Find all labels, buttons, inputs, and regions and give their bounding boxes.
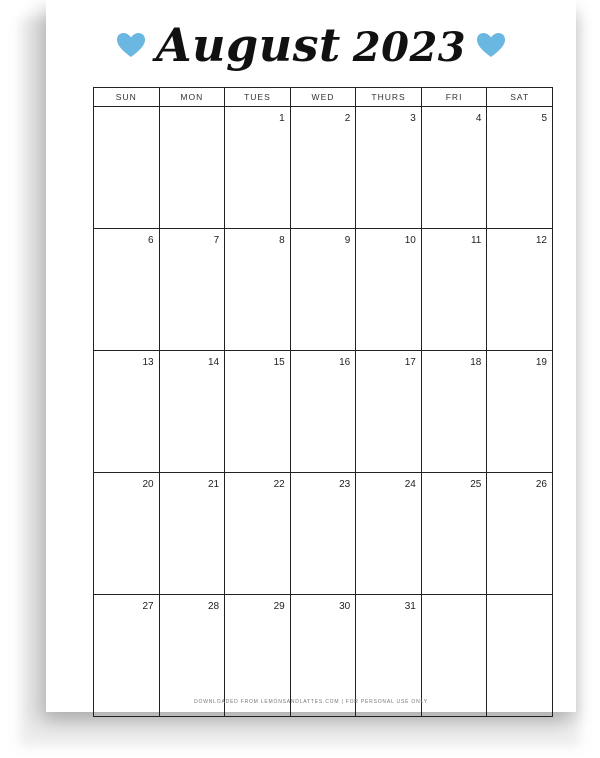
day-cell bbox=[94, 107, 160, 229]
day-cell: 25 bbox=[421, 473, 487, 595]
weekday-header: THURS bbox=[356, 88, 422, 107]
day-cell: 5 bbox=[487, 107, 553, 229]
day-cell: 6 bbox=[94, 229, 160, 351]
day-cell bbox=[159, 107, 225, 229]
day-cell: 10 bbox=[356, 229, 422, 351]
week-row bbox=[94, 351, 553, 473]
day-cell: 13 bbox=[94, 351, 160, 473]
day-cell: 31 bbox=[356, 595, 422, 717]
day-cell: 20 bbox=[94, 473, 160, 595]
heart-icon bbox=[476, 32, 506, 58]
day-cell: 29 bbox=[225, 595, 291, 717]
weekday-header: MON bbox=[159, 88, 225, 107]
week-row bbox=[94, 473, 553, 595]
month-title: August bbox=[155, 18, 341, 72]
day-cell: 14 bbox=[159, 351, 225, 473]
day-cell: 12 bbox=[487, 229, 553, 351]
week-row bbox=[94, 107, 553, 229]
day-cell: 4 bbox=[421, 107, 487, 229]
day-cell: 1 bbox=[225, 107, 291, 229]
weekday-header: SAT bbox=[487, 88, 553, 107]
day-cell: 8 bbox=[225, 229, 291, 351]
day-cell: 16 bbox=[290, 351, 356, 473]
calendar-page bbox=[46, 0, 576, 712]
footer-text: DOWNLOADED FROM LEMONSANDLATTES.COM | FOR PERSONAL USE ONLY bbox=[194, 699, 428, 705]
week-row bbox=[94, 229, 553, 351]
day-cell: 30 bbox=[290, 595, 356, 717]
day-cell: 3 bbox=[356, 107, 422, 229]
day-cell: 27 bbox=[94, 595, 160, 717]
day-cell: 15 bbox=[225, 351, 291, 473]
weekday-header: TUES bbox=[225, 88, 291, 107]
page-title bbox=[156, 18, 466, 72]
day-cell: 2 bbox=[290, 107, 356, 229]
weekday-header: WED bbox=[290, 88, 356, 107]
title-row bbox=[46, 10, 576, 80]
day-cell: 28 bbox=[159, 595, 225, 717]
day-cell: 21 bbox=[159, 473, 225, 595]
day-cell: 7 bbox=[159, 229, 225, 351]
calendar-grid bbox=[93, 87, 553, 717]
weekday-header-row bbox=[94, 88, 553, 107]
day-cell: 11 bbox=[421, 229, 487, 351]
weekday-header: FRI bbox=[421, 88, 487, 107]
day-cell: 17 bbox=[356, 351, 422, 473]
day-cell: 24 bbox=[356, 473, 422, 595]
heart-icon bbox=[116, 32, 146, 58]
day-cell: 22 bbox=[225, 473, 291, 595]
day-cell: 18 bbox=[421, 351, 487, 473]
day-cell: 26 bbox=[487, 473, 553, 595]
weekday-header: SUN bbox=[94, 88, 160, 107]
day-cell: 23 bbox=[290, 473, 356, 595]
year-title: 2023 bbox=[352, 24, 467, 71]
day-cell: 9 bbox=[290, 229, 356, 351]
day-cell: 19 bbox=[487, 351, 553, 473]
